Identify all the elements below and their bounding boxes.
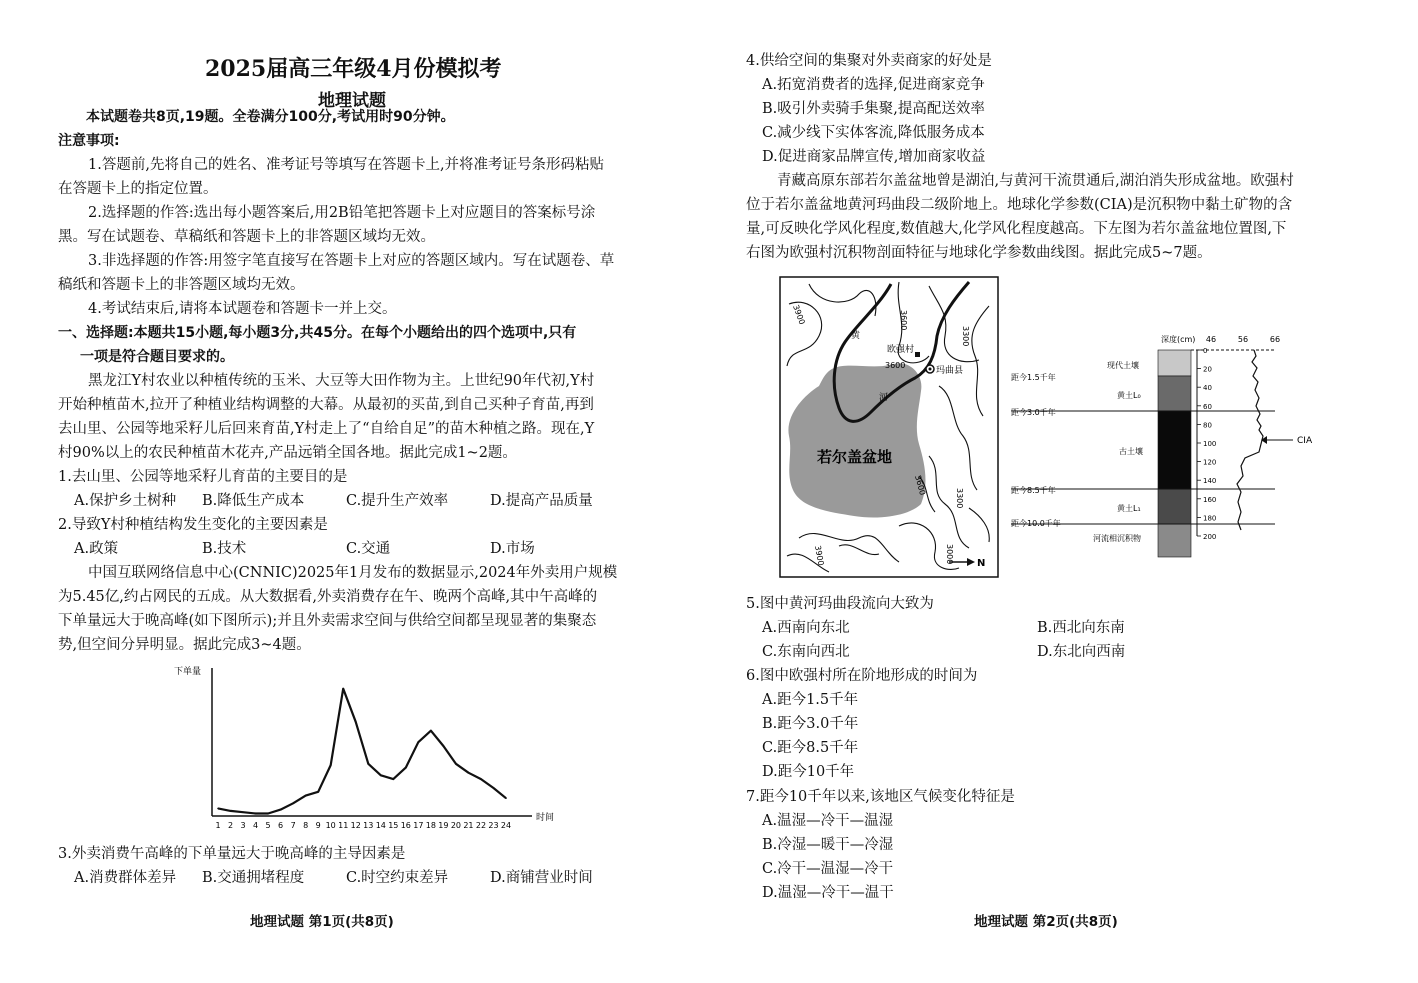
layer-label: 河流相沉积物 <box>1093 534 1141 543</box>
data-point <box>418 741 420 743</box>
order-volume-chart <box>170 660 560 836</box>
y-axis-label: 下单量 <box>174 667 202 677</box>
passage-line: 中国互联网络信息中心(CNNIC)2025年1月发布的数据显示,2024年外卖用户规模 <box>88 565 618 581</box>
option-c: C.距今8.5千年 <box>762 740 859 756</box>
option-b: B.距今3.0千年 <box>762 716 859 732</box>
x-tick-label: 17 <box>413 821 424 830</box>
page-footer: 地理试题 第1页(共8页) <box>250 914 394 930</box>
option-a: A.距今1.5千年 <box>762 692 859 708</box>
depth-tick-label: 120 <box>1203 458 1217 467</box>
x-tick-label: 12 <box>350 821 361 830</box>
cia-tick-label: 56 <box>1237 335 1249 344</box>
contour-label: 3600 <box>899 310 908 331</box>
contour-label: 3900 <box>791 303 807 326</box>
option-b: B.技术 <box>202 541 247 557</box>
x-tick-label: 5 <box>265 821 271 830</box>
data-point <box>292 802 294 804</box>
option-d: D.市场 <box>490 541 535 557</box>
option-d: D.温湿—冷干—温干 <box>762 885 894 901</box>
data-point <box>393 778 395 780</box>
contour-label: 3300 <box>961 326 970 347</box>
passage-line: 为5.45亿,约占网民的五成。从大数据看,外卖消费存在午、晚两个高峰,其中午高峰的 <box>58 589 598 605</box>
depth-tick-label: 100 <box>1203 440 1217 448</box>
passage-line: 势,但空间分异明显。据此完成3~4题。 <box>58 637 311 653</box>
layer-label: 黄土L₀ <box>1117 391 1141 400</box>
depth-tick-label: 140 <box>1203 477 1217 486</box>
option-c: C.时空约束差异 <box>346 870 449 886</box>
x-tick-label: 21 <box>463 821 474 830</box>
data-point <box>255 813 257 815</box>
cia-label: CIA <box>1297 436 1313 446</box>
page-footer: 地理试题 第2页(共8页) <box>974 914 1118 930</box>
notice-line: 1.答题前,先将自己的姓名、准考证号等填写在答题卡上,并将准考证号条形码粘贴 <box>88 157 605 173</box>
x-tick-label: 11 <box>338 821 349 830</box>
data-point <box>367 763 369 765</box>
layer-label: 黄土L₁ <box>1117 504 1141 513</box>
option-b: B.降低生产成本 <box>202 493 305 509</box>
question-stem: 4.供给空间的集聚对外卖商家的好处是 <box>746 53 992 69</box>
depth-tick-label: 180 <box>1203 514 1217 523</box>
option-b: B.交通拥堵程度 <box>202 870 305 886</box>
data-point <box>505 797 507 799</box>
exam-title: 2025届高三年级4月份模拟考 <box>205 56 502 82</box>
option-b: B.冷湿—暖干—冷湿 <box>762 837 894 853</box>
data-point <box>355 721 357 723</box>
question-stem: 2.导致Y村种植结构发生变化的主要因素是 <box>58 517 328 533</box>
river-label-he: 河 <box>879 393 889 403</box>
svg-text:N: N <box>977 558 986 569</box>
ruoergai-basin-map <box>779 276 999 578</box>
x-tick-label: 23 <box>488 821 499 830</box>
question-stem: 7.距今10千年以来,该地区气候变化特征是 <box>746 789 1015 805</box>
option-a: A.温湿—冷干—温湿 <box>762 813 894 829</box>
x-tick-label: 19 <box>438 821 449 830</box>
depth-tick-label: 80 <box>1203 421 1212 430</box>
x-tick-label: 16 <box>400 821 411 830</box>
x-tick-label: 6 <box>278 821 284 830</box>
passage-line: 去山里、公园等地采籽儿后回来育苗,Y村走上了“自给自足”的苗木种植之路。现在,Y <box>58 421 595 437</box>
x-tick-label: 15 <box>388 821 399 830</box>
question-stem: 5.图中黄河玛曲段流向大致为 <box>746 596 934 612</box>
river-label-huang: 黄 <box>851 331 861 341</box>
contour-label: 3300 <box>955 488 964 509</box>
layer-label: 现代土壤 <box>1107 361 1139 370</box>
passage-line: 右图为欧强村沉积物剖面特征与地球化学参数曲线图。据此完成5~7题。 <box>746 245 1212 261</box>
question-stem: 1.去山里、公园等地采籽儿育苗的主要目的是 <box>58 469 348 485</box>
village-label: 欧强村 <box>887 345 915 355</box>
x-axis-label: 时间 <box>536 813 555 823</box>
option-a: A.消费群体差异 <box>74 870 177 886</box>
cia-tick-label: 66 <box>1269 335 1281 344</box>
layer-modern-soil <box>1158 350 1191 376</box>
depth-axis-label: 深度(cm) <box>1161 335 1196 344</box>
x-tick-label: 8 <box>303 821 309 830</box>
passage-line: 量,可反映化学风化程度,数值越大,化学风化程度越高。下左图为若尔盖盆地位置图,下 <box>746 221 1287 237</box>
data-point <box>380 774 382 776</box>
data-point <box>230 810 232 812</box>
option-c: C.提升生产效率 <box>346 493 449 509</box>
x-tick-label: 2 <box>227 821 234 830</box>
option-c: C.交通 <box>346 541 391 557</box>
order-volume-line <box>218 689 506 814</box>
option-c: C.减少线下实体客流,降低服务成本 <box>762 125 985 141</box>
sediment-profile-chart <box>1005 326 1343 562</box>
data-point <box>242 811 244 813</box>
age-label: 距今8.5千年 <box>1011 486 1056 495</box>
data-point <box>305 795 307 797</box>
layer-paleosol <box>1158 411 1191 489</box>
x-tick-label: 9 <box>315 821 321 830</box>
x-tick-label: 22 <box>475 821 487 830</box>
passage-line: 村90%以上的农民种植苗木花卉,产品远销全国各地。据此完成1~2题。 <box>58 445 517 461</box>
x-tick-label: 20 <box>450 821 462 830</box>
option-a: A.保护乡土树种 <box>74 493 177 509</box>
option-d: D.距今10千年 <box>762 764 855 780</box>
option-d: D.商铺营业时间 <box>490 870 593 886</box>
age-label: 距今1.5千年 <box>1011 373 1056 382</box>
option-b: B.吸引外卖骑手集聚,提高配送效率 <box>762 101 985 117</box>
x-tick-label: 24 <box>500 821 512 830</box>
data-point <box>443 745 445 747</box>
data-point <box>217 808 219 810</box>
exam-intro: 本试题卷共8页,19题。全卷满分100分,考试用时90分钟。 <box>86 109 455 125</box>
x-tick-label: 4 <box>253 821 259 830</box>
option-d: D.促进商家品牌宣传,增加商家收益 <box>762 149 986 165</box>
depth-tick-label: 20 <box>1203 365 1212 374</box>
depth-tick-label: 200 <box>1203 533 1217 541</box>
option-c: C.冷干—温湿—冷干 <box>762 861 894 877</box>
option-a: A.拓宽消费者的选择,促进商家竞争 <box>762 77 985 93</box>
notice-line: 黑。写在试题卷、草稿纸和答题卡上的非答题区域均无效。 <box>58 229 435 245</box>
data-point <box>468 772 470 774</box>
section-heading: 一、选择题:本题共15小题,每小题3分,共45分。在每个小题给出的四个选项中,只有 <box>58 325 577 341</box>
notice-line: 在答题卡上的指定位置。 <box>58 181 218 197</box>
layer-fluvial <box>1158 524 1191 557</box>
data-point <box>405 767 407 769</box>
notice-line: 4.考试结束后,请将本试题卷和答题卡一并上交。 <box>88 301 397 317</box>
cia-curve <box>1237 350 1263 530</box>
option-a: A.西南向东北 <box>762 620 850 636</box>
x-tick-label: 14 <box>375 821 386 830</box>
data-point <box>280 809 282 811</box>
contour-label: 3900 <box>813 544 826 567</box>
x-tick-label: 1 <box>215 821 221 830</box>
option-c: C.东南向西北 <box>762 644 850 660</box>
data-point <box>455 763 457 765</box>
x-tick-label: 3 <box>240 821 246 830</box>
passage-line: 位于若尔盖盆地黄河玛曲段二级阶地上。地球化学参数(CIA)是沉积物中黏土矿物的含 <box>746 197 1293 213</box>
age-label: 距今10.0千年 <box>1011 519 1061 528</box>
depth-tick-label: 40 <box>1203 384 1212 393</box>
layer-label: 古土壤 <box>1119 447 1143 456</box>
depth-tick-label: 0 <box>1203 347 1208 355</box>
notice-line: 2.选择题的作答:选出每小题答案后,用2B铅笔把答题卡上对应题目的答案标号涂 <box>88 205 596 221</box>
notice-line: 稿纸和答题卡上的非答题区域均无效。 <box>58 277 305 293</box>
passage-line: 下单量远大于晚高峰(如下图所示);并且外卖需求空间与供给空间都呈现显著的集聚态 <box>58 613 597 629</box>
data-point <box>430 730 432 732</box>
passage-line: 开始种植苗木,拉开了种植业结构调整的大幕。从最初的买苗,到自己买种子育苗,再到 <box>58 397 594 413</box>
option-d: D.东北向西南 <box>1037 644 1126 660</box>
contour-label: 3600 <box>885 361 906 370</box>
layer-loess-l1 <box>1158 489 1191 524</box>
data-point <box>317 791 319 793</box>
contour-label: 3000 <box>945 544 954 565</box>
x-tick-label: 18 <box>425 821 436 830</box>
exam-subtitle: 地理试题 <box>318 91 386 111</box>
layer-loess-l0 <box>1158 376 1191 411</box>
section-heading-cont: 一项是符合题目要求的。 <box>80 349 234 365</box>
age-label: 距今3.0千年 <box>1011 408 1056 417</box>
question-stem: 6.图中欧强村所在阶地形成的时间为 <box>746 668 978 684</box>
question-stem: 3.外卖消费午高峰的下单量远大于晚高峰的主导因素是 <box>58 846 406 862</box>
depth-tick-label: 60 <box>1203 402 1212 411</box>
data-point <box>342 688 344 690</box>
x-tick-label: 13 <box>363 821 374 830</box>
cia-tick-label: 46 <box>1205 335 1217 344</box>
contour-label: 3600 <box>913 474 928 497</box>
data-point <box>330 764 332 766</box>
x-tick-label: 7 <box>290 821 296 830</box>
county-label: 玛曲县 <box>936 366 964 376</box>
data-point <box>267 813 269 815</box>
x-tick-label: 10 <box>325 821 336 830</box>
option-d: D.提高产品质量 <box>490 493 593 509</box>
data-point <box>480 778 482 780</box>
exam-page-2 <box>709 0 1418 983</box>
passage-line: 黑龙江Y村农业以种植传统的玉米、大豆等大田作物为主。上世纪90年代初,Y村 <box>88 373 595 389</box>
notice-line: 3.非选择题的作答:用签字笔直接写在答题卡上对应的答题区域内。写在试题卷、草 <box>88 253 615 269</box>
option-a: A.政策 <box>74 541 119 557</box>
ouqiang-village-marker <box>915 352 920 357</box>
data-point <box>493 787 495 789</box>
option-b: B.西北向东南 <box>1037 620 1125 636</box>
basin-label: 若尔盖盆地 <box>817 448 893 466</box>
depth-tick-label: 160 <box>1203 495 1217 504</box>
notice-heading: 注意事项: <box>58 133 120 149</box>
passage-line: 青藏高原东部若尔盖盆地曾是湖泊,与黄河干流贯通后,湖泊消失形成盆地。欧强村 <box>777 173 1294 189</box>
